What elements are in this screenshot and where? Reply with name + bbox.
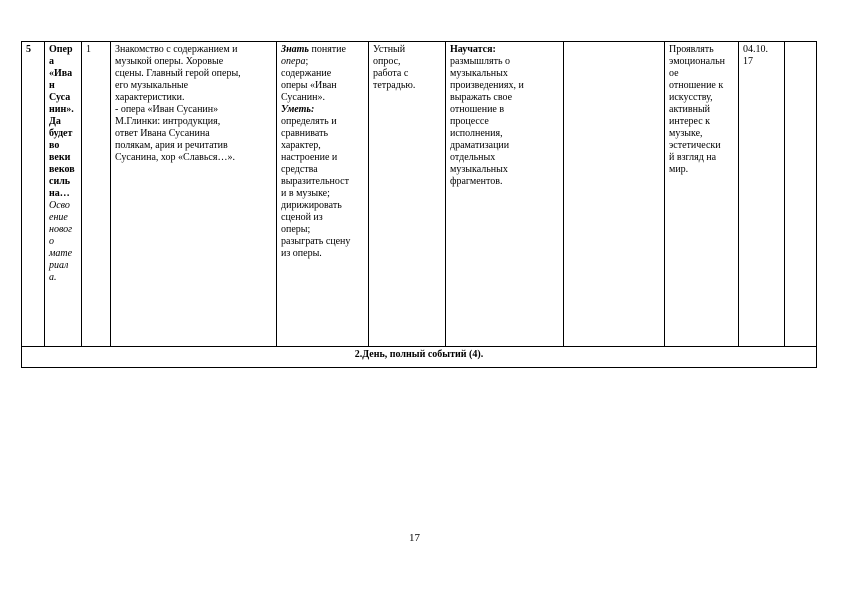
lesson-topic-title: Опер а «Ива н Суса нин». Да будет во веки веков силь на… (49, 44, 75, 199)
lesson-number: 5 (26, 44, 31, 55)
hours-cell (82, 42, 111, 347)
lesson-row (22, 42, 817, 347)
lesson-topic-cell (45, 42, 82, 347)
lesson-number-cell (22, 42, 45, 347)
lesson-type: Осво ение новог о мате риал а. (49, 200, 73, 283)
know-term: опера (281, 56, 306, 67)
know-text-1: понятие (309, 44, 346, 55)
know-label: Знать (281, 44, 309, 55)
can-label: Уметь: (281, 104, 315, 115)
learn-label: Научатся: (450, 44, 496, 55)
page-number: 17 (409, 532, 420, 544)
hours-value: 1 (86, 44, 91, 55)
meta-skills-cell (564, 42, 665, 347)
section-row (22, 347, 817, 368)
know-text-2: ; содержание оперы «Иван Сусанин». (281, 56, 337, 103)
control-form: Устный опрос, работа с тетрадью. (373, 44, 416, 91)
personal-results-cell (665, 42, 739, 347)
date-plan-cell (739, 42, 785, 347)
knowledge-block (281, 44, 364, 104)
content-cell (111, 42, 277, 347)
section-title-cell (22, 347, 817, 368)
lesson-content: Знакомство с содержанием и музыкой оперы. Хоровые сцены. Главный герой оперы, его музыкальные характеристики. - опера «Иван Сусанин» М.Глинки: интродукция, ответ Ивана Сусанина полякам, ария и речитатив Сусанина, хор «Славься…». (115, 44, 241, 163)
knowledge-cell (277, 42, 369, 347)
section-title: 2.День, полный событий (4). (354, 349, 484, 360)
lesson-plan-table (21, 41, 817, 368)
can-text: определять и сравнивать характер, настроение и средства выразительност и в музыке; дирижировать сценой из оперы; разыграть сцену из оперы. (281, 116, 351, 259)
date-plan: 04.10. 17 (743, 44, 768, 67)
learn-text: размышлять о музыкальных произведениях, и выражать свое отношение в процессе исполнения, драматизации отдельных музыкальных фрагментов. (450, 56, 524, 187)
learning-outcome-cell (446, 42, 564, 347)
personal-results: Проявлять эмоциональн ое отношение к искусству, активный интерес к музыке, эстетически й взгляд на мир. (669, 44, 726, 175)
control-cell (369, 42, 446, 347)
date-fact-cell (785, 42, 817, 347)
